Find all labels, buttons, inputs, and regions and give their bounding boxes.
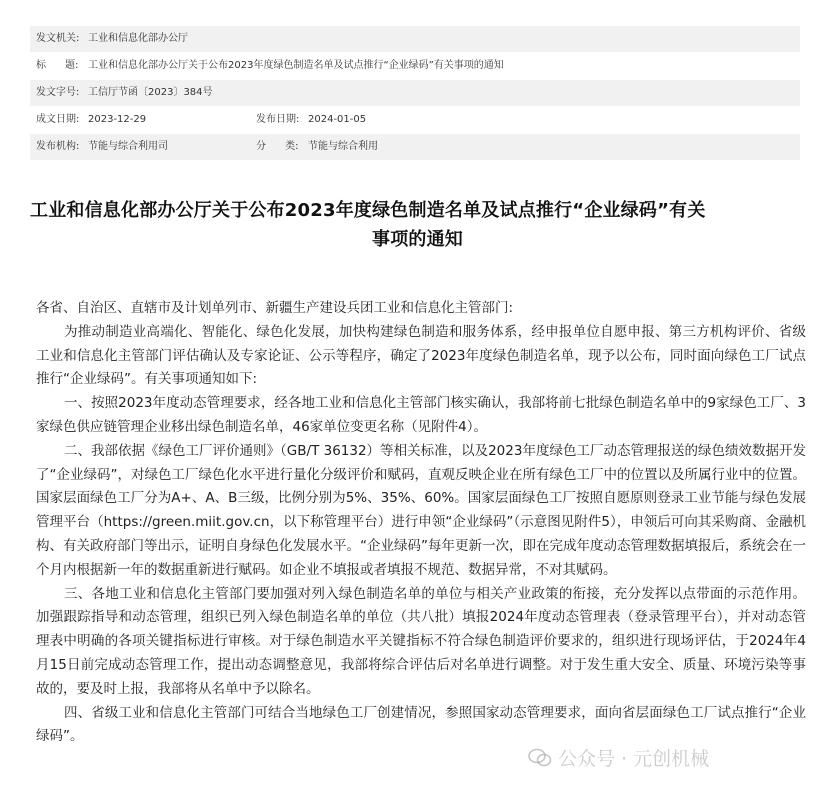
meta-label: 发布日期: xyxy=(256,114,300,125)
meta-value: 工业和信息化部办公厅 xyxy=(88,33,188,44)
metadata-table xyxy=(30,26,800,161)
meta-value: 节能与综合利用司 xyxy=(88,141,168,152)
watermark-text: 公众号 · 元创机械 xyxy=(558,748,710,770)
meta-row-title xyxy=(30,53,800,79)
meta-row-doc-no xyxy=(30,80,800,106)
meta-value: 工信厅节函〔2023〕384号 xyxy=(88,87,213,98)
item-3-paragraph: 三、各地工业和信息化主管部门要加强对列入绿色制造名单的单位与相关产业政策的衔接，充分发挥以点带面的示范作用。加强跟踪指导和动态管理，组织已列入绿色制造名单的单位（共八批）填报2024年度动态管理表（登录管理平台），并对动态管理表中明确的各项关键指标进行审核。对于绿色制造水平关键指标不符合绿色制造评价要求的，组织进行现场评估，于2024年4月15日前完成动态管理工作，提出动态调整意见，我部将综合评估后对名单进行调整。对于发生重大安全、质量、环境污染等事故的，要及时上报，我部将从名单中予以除名。 xyxy=(36,585,806,697)
wechat-icon xyxy=(528,748,552,768)
item-1-paragraph: 一、按照2023年度动态管理要求，经各地工业和信息化主管部门核实确认，我部将前七批绿色制造名单中的9家绿色工厂、3家绿色供应链管理企业移出绿色制造名单，46家单位变更名称（见附件4）。 xyxy=(36,395,806,435)
document-body xyxy=(36,297,806,749)
meta-row-publisher xyxy=(30,134,800,160)
item-4-paragraph: 四、省级工业和信息化主管部门可结合当地绿色工厂创建情况，参照国家动态管理要求，面向省层面绿色工厂试点推行“企业绿码”。 xyxy=(36,704,806,745)
meta-label: 成文日期: xyxy=(36,114,80,125)
addressee: 各省、自治区、直辖市及计划单列市、新疆生产建设兵团工业和信息化主管部门: xyxy=(36,300,514,316)
meta-row-dates xyxy=(30,107,800,133)
meta-label: 标 题: xyxy=(36,60,79,71)
meta-label: 发文机关: xyxy=(36,33,80,44)
meta-value: 工业和信息化部办公厅关于公布2023年度绿色制造名单及试点推行“企业绿码”有关事项的通知 xyxy=(88,60,504,71)
title-line-2: 事项的通知 xyxy=(372,229,463,251)
meta-value: 2024-01-05 xyxy=(308,114,367,125)
meta-label: 分 类: xyxy=(256,141,299,152)
meta-value: 2023-12-29 xyxy=(88,114,147,125)
meta-label: 发文字号: xyxy=(36,87,80,98)
meta-label: 发布机构: xyxy=(36,141,80,152)
title-line-1: 工业和信息化部办公厅关于公布2023年度绿色制造名单及试点推行“企业绿码”有关 xyxy=(30,200,706,222)
document-title xyxy=(30,196,805,254)
watermark xyxy=(528,744,709,771)
meta-value: 节能与综合利用 xyxy=(308,141,378,152)
item-2-paragraph: 二、我部依据《绿色工厂评价通则》（GB/T 36132）等相关标准，以及2023年度绿色工厂动态管理报送的绿色绩效数据开发了“企业绿码”，对绿色工厂绿色化水平进行量化分级评价和赋码，直观反映企业在所有绿色工厂中的位置以及所属行业中的位置。国家层面绿色工厂分为A+、A、B三级，比例分别为5%、35%、60%。国家层面绿色工厂按照自愿原则登录工业节能与绿色发展管理平台（https://green.miit.gov.cn，以下称管理平台）进行申领“企业绿码”（示意图见附件5），申领后可向其采购商、金融机构、有关政府部门等出示，证明自身绿色化发展水平。“企业绿码”每年更新一次，即在完成年度动态管理数据填报后，系统会在一个月内根据新一年的数据重新进行赋码。如企业不填报或者填报不规范、数据异常，不对其赋码。 xyxy=(36,442,806,578)
intro-paragraph: 为推动制造业高端化、智能化、绿色化发展，加快构建绿色制造和服务体系，经申报单位自愿申报、第三方机构评价、省级工业和信息化主管部门评估确认及专家论证、公示等程序，确定了2023年度绿色制造名单，现予以公布，同时面向绿色工厂试点推行“企业绿码”。有关事项通知如下: xyxy=(36,323,806,388)
meta-row-issuer xyxy=(30,26,800,52)
